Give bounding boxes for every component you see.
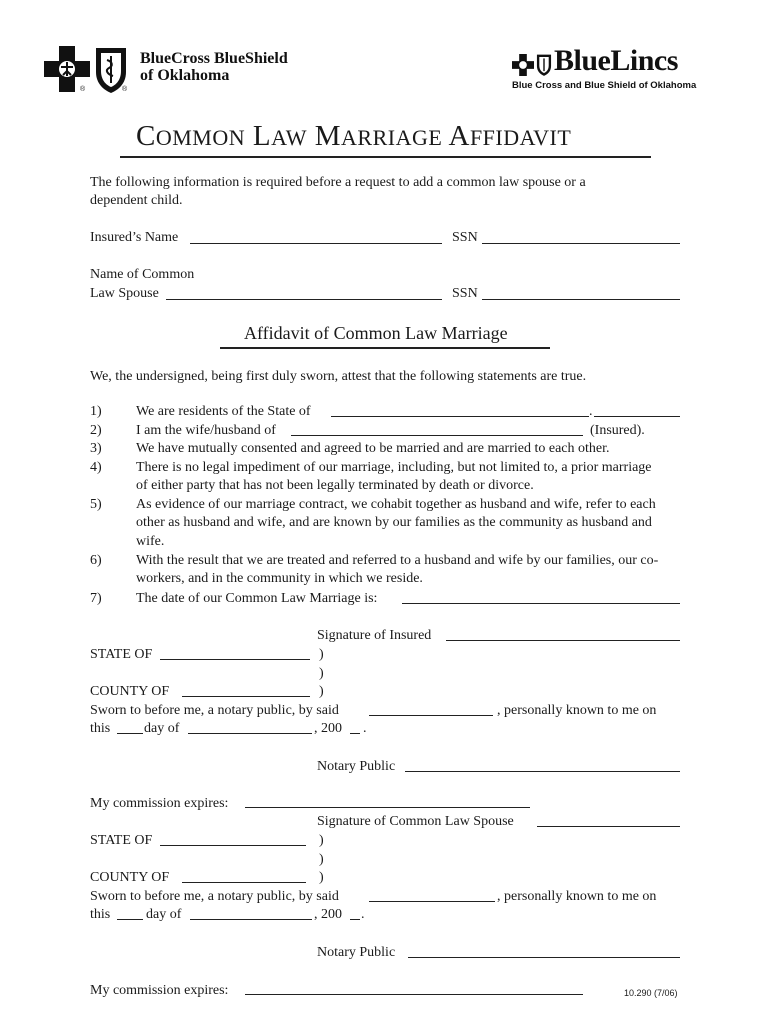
statement-text: We have mutually consented and agreed to be married and are married to each other. bbox=[136, 441, 610, 456]
spouse-name-label-line1: Name of Common bbox=[90, 267, 195, 282]
notary-public-label: Notary Public bbox=[317, 945, 396, 960]
state-of-field[interactable] bbox=[160, 659, 310, 660]
registered-mark: ® bbox=[80, 86, 86, 93]
spouse-of-field[interactable] bbox=[291, 435, 583, 436]
commission-label: My commission expires: bbox=[90, 796, 229, 811]
year-field[interactable] bbox=[350, 733, 360, 734]
statement-text: As evidence of our marriage contract, we cohabit together as husband and wife, refer to each other as husband and wife, and are known by our families as the community as husband and wife. bbox=[136, 497, 656, 549]
notary-public-field[interactable] bbox=[405, 771, 680, 772]
paren: ) bbox=[319, 647, 324, 662]
title-underline bbox=[120, 156, 651, 158]
statement-number: 5) bbox=[90, 497, 102, 512]
spouse-name-label-line2: Law Spouse bbox=[90, 286, 159, 301]
blue-shield-icon bbox=[536, 53, 552, 77]
notary-public-field[interactable] bbox=[408, 957, 680, 958]
registered-mark: ® bbox=[122, 86, 128, 93]
state-of-field[interactable] bbox=[160, 845, 306, 846]
paren: ) bbox=[319, 870, 324, 885]
notary-public-label: Notary Public bbox=[317, 759, 396, 774]
spouse-name-field[interactable] bbox=[166, 299, 442, 300]
commission-expires-field[interactable] bbox=[245, 807, 530, 808]
sworn-text: Sworn to before me, a notary public, by said bbox=[90, 889, 339, 904]
statement-text: We are residents of the State of bbox=[136, 404, 311, 419]
bluelincs-name: BlueLincs bbox=[554, 44, 678, 77]
org-name bbox=[140, 50, 288, 84]
insured-ssn-field[interactable] bbox=[482, 243, 680, 244]
day-of-text: day of bbox=[144, 721, 180, 736]
statement-number: 7) bbox=[90, 591, 102, 606]
commission-expires-field[interactable] bbox=[245, 994, 583, 995]
blue-cross-icon bbox=[512, 54, 534, 76]
bluelincs-logo bbox=[512, 44, 722, 94]
attest-text: We, the undersigned, being first duly sworn, attest that the following statements are true. bbox=[90, 369, 587, 384]
spouse-ssn-field[interactable] bbox=[482, 299, 680, 300]
statement-tail: . bbox=[589, 404, 593, 419]
marriage-date-field[interactable] bbox=[402, 603, 680, 604]
paren: ) bbox=[319, 852, 324, 867]
state-of-label: STATE OF bbox=[90, 833, 153, 848]
signature-spouse-label: Signature of Common Law Spouse bbox=[317, 814, 514, 829]
signature-insured-field[interactable] bbox=[446, 640, 680, 641]
this-text: this bbox=[90, 721, 111, 736]
section-title-underline bbox=[220, 347, 550, 349]
bluelincs-tagline: Blue Cross and Blue Shield of Oklahoma bbox=[512, 80, 697, 91]
year-field[interactable] bbox=[350, 919, 360, 920]
statement-number: 1) bbox=[90, 404, 102, 419]
county-of-label: COUNTY OF bbox=[90, 684, 170, 699]
form-number: 10.290 (7/06) bbox=[624, 988, 678, 998]
state-of-label: STATE OF bbox=[90, 647, 153, 662]
sworn-by-field[interactable] bbox=[369, 715, 493, 716]
signature-spouse-field[interactable] bbox=[537, 826, 680, 827]
org-name-line2: of Oklahoma bbox=[140, 67, 230, 84]
statement-text: There is no legal impediment of our marriage, including, but not limited to, a prior marriage of either party that has not been legally terminated by death or divorce. bbox=[136, 460, 652, 494]
commission-label: My commission expires: bbox=[90, 983, 229, 998]
intro-line2: dependent child. bbox=[90, 193, 183, 208]
statement-number: 3) bbox=[90, 441, 102, 456]
section-title: Affidavit of Common Law Marriage bbox=[244, 323, 508, 343]
sworn-text: Sworn to before me, a notary public, by said bbox=[90, 703, 339, 718]
intro-line1: The following information is required before a request to add a common law spouse or a bbox=[90, 175, 586, 190]
insured-name-field[interactable] bbox=[190, 243, 442, 244]
period: . bbox=[363, 721, 367, 736]
paren: ) bbox=[319, 666, 324, 681]
state-of-residence-field[interactable] bbox=[331, 416, 589, 417]
bcbs-logo bbox=[44, 46, 344, 98]
org-name-line1: BlueCross BlueShield bbox=[140, 50, 288, 67]
statement-number: 2) bbox=[90, 423, 102, 438]
year-text: , 200 bbox=[314, 721, 342, 736]
this-text: this bbox=[90, 907, 111, 922]
county-of-label: COUNTY OF bbox=[90, 870, 170, 885]
insured-ssn-label: SSN bbox=[452, 230, 478, 245]
period: . bbox=[361, 907, 365, 922]
day-field[interactable] bbox=[117, 919, 143, 920]
page-title: COMMON LAW MARRIAGE AFFIDAVIT bbox=[136, 120, 572, 152]
paren: ) bbox=[319, 833, 324, 848]
paren: ) bbox=[319, 684, 324, 699]
statement-number: 6) bbox=[90, 553, 102, 568]
day-field[interactable] bbox=[117, 733, 143, 734]
known-text: , personally known to me on bbox=[497, 889, 657, 904]
month-field[interactable] bbox=[188, 733, 312, 734]
spouse-ssn-label: SSN bbox=[452, 286, 478, 301]
county-of-field[interactable] bbox=[182, 882, 306, 883]
insured-name-label: Insured’s Name bbox=[90, 230, 179, 245]
statement-text: I am the wife/husband of bbox=[136, 423, 276, 438]
year-text: , 200 bbox=[314, 907, 342, 922]
statement-text: The date of our Common Law Marriage is: bbox=[136, 591, 378, 606]
statement-number: 4) bbox=[90, 460, 102, 475]
statement-text: With the result that we are treated and referred to a husband and wife by our families, our co-workers, and in the community in which we reside. bbox=[136, 553, 659, 587]
statement-tail: (Insured). bbox=[590, 423, 645, 438]
known-text: , personally known to me on bbox=[497, 703, 657, 718]
sworn-by-field[interactable] bbox=[369, 901, 495, 902]
county-of-field[interactable] bbox=[182, 696, 310, 697]
state-of-residence-extra-field[interactable] bbox=[594, 416, 680, 417]
month-field[interactable] bbox=[190, 919, 312, 920]
day-of-text: day of bbox=[146, 907, 182, 922]
signature-insured-label: Signature of Insured bbox=[317, 628, 432, 643]
